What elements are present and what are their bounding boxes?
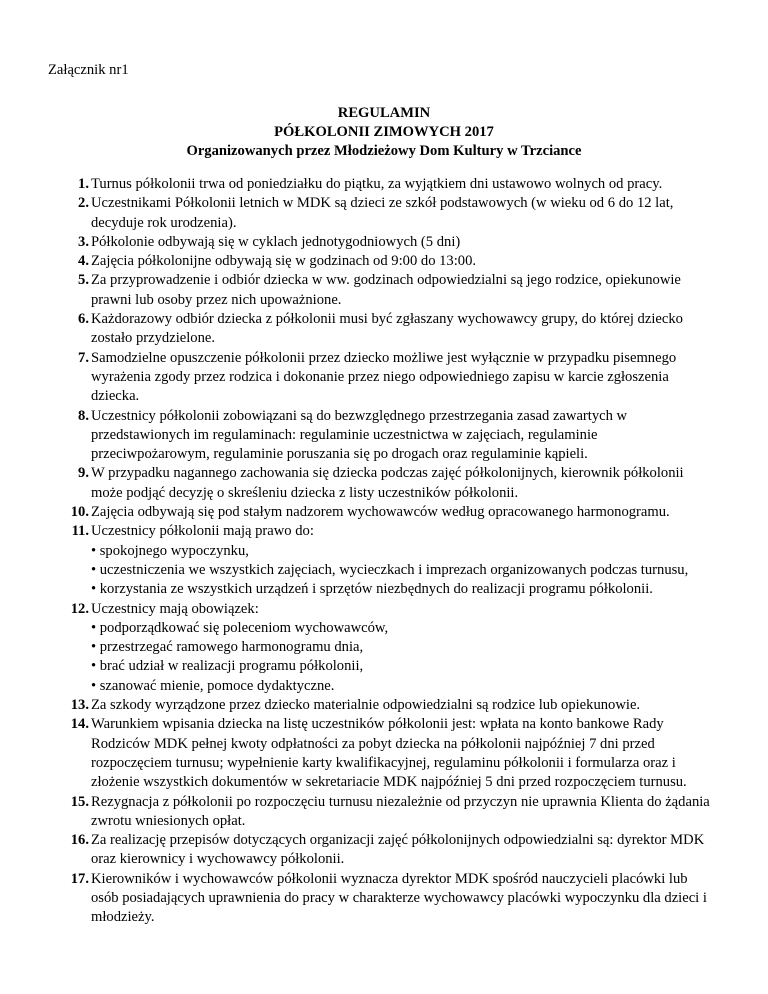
rule-text: Za przyprowadzenie i odbiór dziecka w ww. godzinach odpowiedzialni są jego rodzice, opiekunowie prawni lub osoby przez nich upoważnione.: [91, 272, 681, 308]
rule-number: 6.: [78, 311, 89, 328]
rule-text: Zajęcia odbywają się pod stałym nadzorem wychowawców według opracowanego harmonogramu.: [91, 504, 670, 521]
rule-text: Zajęcia półkolonijne odbywają się w godzinach od 9:00 do 13:00.: [91, 253, 477, 270]
rule-text: Samodzielne opuszczenie półkolonii przez dziecko możliwe jest wyłącznie w przypadku pisemnego wyrażenia zgody przez rodzica i dokonanie przez niego odpowiedniego zapisu w karcie zgłoszenia dziecka.: [91, 349, 677, 405]
rule-item: [60, 233, 712, 252]
rule-bullet: • korzystania ze wszystkich urządzeń i sprzętów niezbędnych do realizacji programu półkolonii.: [91, 581, 653, 598]
rule-text: Turnus półkolonii trwa od poniedziałku do piątku, za wyjątkiem dni ustawowo wolnych od pracy.: [91, 176, 663, 192]
rule-number: 16.: [70, 832, 89, 849]
rule-item: [60, 349, 712, 407]
title-line-3: Organizowanych przez Młodzieżowy Dom Kultury w Trzciance: [186, 143, 582, 159]
rule-number: 2.: [78, 195, 89, 212]
rule-item: [60, 503, 712, 522]
rule-item: [60, 464, 712, 503]
rule-item: [60, 793, 712, 832]
title-line-1: REGULAMIN: [337, 105, 431, 121]
rule-number: 13.: [70, 697, 89, 714]
rule-item: [60, 407, 712, 465]
rule-number: 17.: [70, 870, 89, 887]
rules-list: [60, 175, 712, 928]
rule-text: Uczestnikami Półkolonii letnich w MDK są dzieci ze szkół podstawowych (w wieku od 6 do 12 lat, decyduje rok urodzenia).: [91, 195, 674, 231]
rule-text: W przypadku nagannego zachowania się dziecka podczas zajęć półkolonijnych, kierownik półkolonii może podjąć decyzję o skreśleniu dziecka z listy uczestników półkolonii.: [91, 465, 684, 501]
rule-item: [60, 310, 712, 349]
rule-number: 3.: [78, 233, 89, 250]
rule-text: Za szkody wyrządzone przez dziecko materialnie odpowiedzialni są rodzice lub opiekunowie.: [91, 697, 641, 714]
title-line-2: PÓŁKOLONII ZIMOWYCH 2017: [274, 124, 494, 140]
rule-bullet: • szanować mienie, pomoce dydaktyczne.: [91, 677, 335, 694]
rule-text: Za realizację przepisów dotyczących organizacji zajęć półkolonijnych odpowiedzialni są: dyrektor MDK oraz kierownicy i wychowawcy półkolonii.: [91, 832, 705, 868]
rule-item: [60, 600, 712, 696]
rule-bullet: • przestrzegać ramowego harmonogramu dnia,: [91, 639, 364, 656]
rule-text: Uczestnicy półkolonii mają prawo do:: [91, 523, 314, 540]
rule-number: 14.: [70, 716, 89, 733]
rule-item: [60, 194, 712, 233]
rule-item: [60, 522, 712, 599]
rule-number: 10.: [70, 504, 89, 521]
rule-text: Półkolonie odbywają się w cyklach jednotygodniowych (5 dni): [91, 233, 461, 250]
rule-number: 11.: [71, 523, 89, 540]
rule-number: 9.: [78, 465, 89, 482]
rule-number: 1.: [78, 176, 89, 192]
rule-item: [60, 870, 712, 928]
rule-item: [60, 831, 712, 870]
rule-text: Każdorazowy odbiór dziecka z półkolonii musi być zgłaszany wychowawcy grupy, do której dziecko zostało przydzielone.: [91, 311, 683, 347]
rule-text: Uczestnicy mają obowiązek:: [91, 600, 259, 617]
annex-label: Załącznik nr1: [48, 62, 129, 78]
rule-text: Rezygnacja z półkolonii po rozpoczęciu turnusu niezależnie od przyczyn nie uprawnia Klienta do żądania zwrotu wniesionych opłat.: [91, 793, 710, 829]
rule-text: Warunkiem wpisania dziecka na listę uczestników półkolonii jest: wpłata na konto bankowe Rady Rodziców MDK pełnej kwoty odpłatności za pobyt dziecka na półkolonii najpóźniej 7 dni przed rozpoczęciem turnusu; wypełnienie karty kwalifikacyjnej, regulaminu półkolonii i formularza oraz i złożenie wszystkich dokumentów w sekretariacie MDK najpóźniej 5 dni przed rozpoczęciem turnusu.: [91, 716, 687, 791]
rule-number: 5.: [78, 272, 89, 289]
rule-item: [60, 715, 712, 792]
document-title: [0, 104, 768, 161]
rule-bullet: • brać udział w realizacji programu półkolonii,: [91, 658, 364, 675]
rule-number: 8.: [78, 407, 89, 424]
rule-number: 15.: [70, 793, 89, 810]
rule-item: [60, 696, 712, 715]
rule-bullet: • spokojnego wypoczynku,: [91, 542, 249, 559]
rule-bullet: • uczestniczenia we wszystkich zajęciach, wycieczkach i imprezach organizowanych podczas turnusu,: [91, 561, 689, 578]
rule-bullet: • podporządkować się poleceniom wychowawców,: [91, 619, 389, 636]
rule-item: [60, 271, 712, 310]
rule-number: 12.: [70, 600, 89, 617]
rule-item: [60, 175, 712, 194]
rule-number: 7.: [78, 349, 89, 366]
rule-text: Uczestnicy półkolonii zobowiązani są do bezwzględnego przestrzegania zasad zawartych w przedstawionych im regulaminach: regulaminie uczestnictwa w zajęciach, regulaminie przeciwpożarowym, regulaminie poruszania się po drogach oraz regulaminie kąpieli.: [91, 407, 628, 463]
rule-text: Kierowników i wychowawców półkolonii wyznacza dyrektor MDK spośród nauczycieli placówki lub osób posiadających uprawnienia do pracy w charakterze wychowawcy placówki wypoczynku dla dzieci i młodzieży.: [91, 870, 707, 926]
rule-number: 4.: [78, 253, 89, 270]
rule-item: [60, 252, 712, 271]
